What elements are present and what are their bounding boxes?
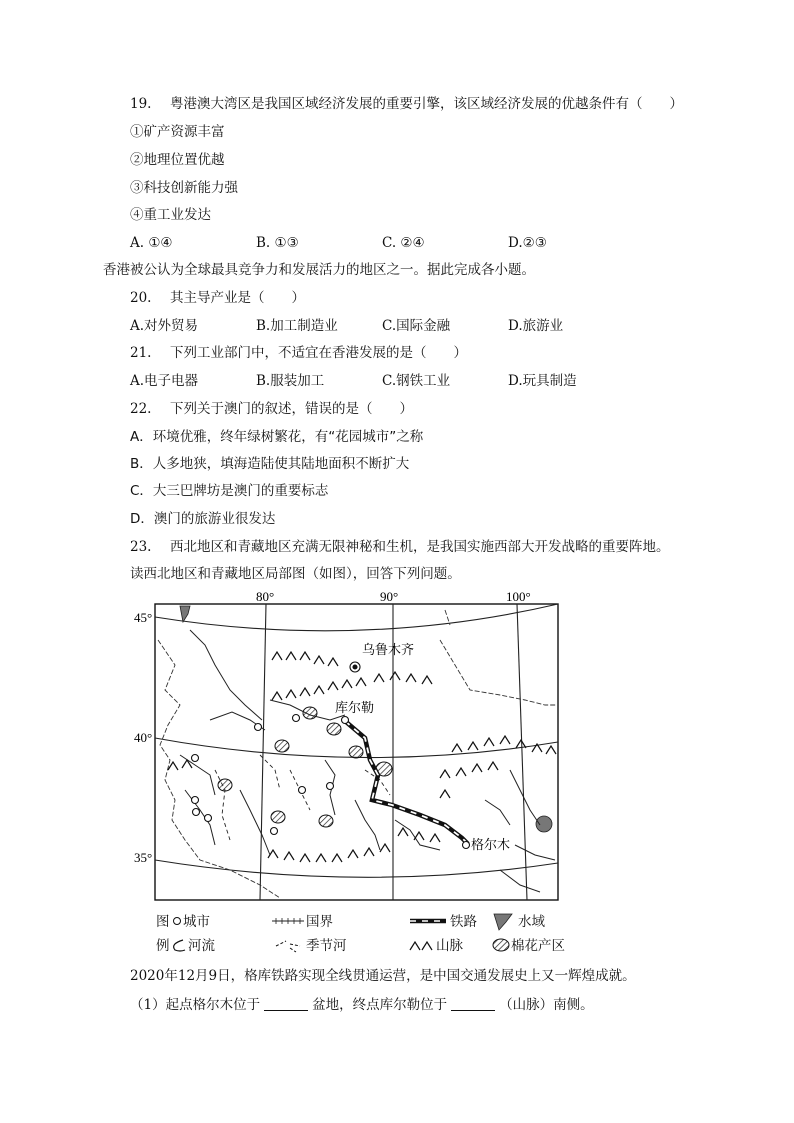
sub-question-1 <box>130 996 594 1014</box>
cotton-areas <box>218 707 392 827</box>
legend-label-city: 城市 <box>183 914 210 930</box>
legend-city-symbol <box>174 918 181 925</box>
lon-line-100 <box>517 604 527 900</box>
q19-number: 19. <box>130 96 152 112</box>
sub1-mid: 盆地，终点库尔勒位于 <box>312 997 448 1013</box>
q21-option-a[interactable]: A.电子电器 <box>130 373 199 389</box>
legend-title-tu: 图 <box>156 914 170 930</box>
q19-item-4: ④重工业发达 <box>130 207 211 223</box>
q19-text: 粤港澳大湾区是我国区域经济发展的重要引擎，该区域经济发展的优越条件有（ ） <box>170 96 683 112</box>
legend-label-river: 河流 <box>188 938 215 954</box>
legend-label-railway: 铁路 <box>450 914 477 930</box>
q20-option-a[interactable]: A.对外贸易 <box>130 318 199 334</box>
q20-text: 其主导产业是（ ） <box>170 290 305 306</box>
q21-option-b[interactable]: B.服装加工 <box>256 373 325 389</box>
q22-option-d[interactable]: D．澳门的旅游业很发达 <box>130 511 276 527</box>
legend-label-cotton: 棉花产区 <box>511 938 565 954</box>
water-body-e <box>536 816 552 832</box>
q23-number: 23. <box>130 539 152 555</box>
q23-text: 西北地区和青藏地区充满无限神秘和生机，是我国实施西部大开发战略的重要阵地。 <box>170 539 670 555</box>
q20-option-c[interactable]: C.国际金融 <box>382 318 451 334</box>
q22-option-b[interactable]: B．人多地狭，填海造陆使其陆地面积不断扩大 <box>130 456 410 472</box>
q21-number: 21. <box>130 345 152 361</box>
water-body-nw <box>180 606 190 622</box>
lat-line-35 <box>155 860 558 877</box>
legend-title-li: 例 <box>156 938 170 954</box>
q19-item-2: ②地理位置优越 <box>130 152 225 168</box>
lon-label-80: 80° <box>256 589 275 604</box>
q22-text: 下列关于澳门的叙述，错误的是（ ） <box>170 401 413 417</box>
q19-option-d[interactable]: D.②③ <box>508 235 547 251</box>
sub1-prefix: （1）起点格尔木位于 <box>130 997 261 1013</box>
seasonal-rivers <box>215 755 390 840</box>
legend-seasonal-river-symbol <box>276 941 300 952</box>
q23-text-2: 读西北地区和青藏地区局部图（如图），回答下列问题。 <box>130 566 461 582</box>
blank-basin[interactable] <box>264 996 308 1011</box>
q22-number: 22. <box>130 401 152 417</box>
q22-option-c[interactable]: C．大三巴牌坊是澳门的重要标志 <box>130 483 329 499</box>
legend-water-symbol <box>494 914 512 930</box>
legend-label-seasonal-river: 季节河 <box>306 938 347 954</box>
sub1-suffix: （山脉）南侧。 <box>499 997 594 1013</box>
q19-option-b[interactable]: B. ①③ <box>256 235 299 251</box>
q22-option-a[interactable]: A．环境优雅，终年绿树繁花，有“花园城市”之称 <box>130 429 424 445</box>
lat-label-45: 45° <box>134 610 153 625</box>
railway-golmud-korla <box>345 721 468 844</box>
hk-intro: 香港被公认为全球最具竞争力和发展活力的地区之一。据此完成各小题。 <box>103 262 535 278</box>
q20-option-b[interactable]: B.加工制造业 <box>256 318 338 334</box>
q20-option-d[interactable]: D.旅游业 <box>508 318 564 334</box>
railway-note: 2020年12月9日，格库铁路实现全线贯通运营，是中国交通发展史上又一辉煌成就。 <box>130 968 636 984</box>
legend-river-symbol <box>174 940 185 951</box>
city-label-korla: 库尔勒 <box>335 701 375 716</box>
lat-label-35: 35° <box>134 850 153 865</box>
q21-option-d[interactable]: D.玩具制造 <box>508 373 577 389</box>
q20-number: 20. <box>130 290 152 306</box>
blank-mountain[interactable] <box>451 996 495 1011</box>
legend-label-water: 水域 <box>518 914 545 930</box>
q21-text: 下列工业部门中，不适宜在香港发展的是（ ） <box>170 345 467 361</box>
q19-item-1: ①矿产资源丰富 <box>130 124 225 140</box>
q19-option-c[interactable]: C. ②④ <box>382 235 425 251</box>
city-label-golmud: 格尔木 <box>471 838 511 853</box>
lat-label-40: 40° <box>134 730 153 745</box>
legend-label-mountain: 山脉 <box>436 938 463 954</box>
legend-label-border: 国界 <box>306 914 333 930</box>
legend-cotton-symbol <box>493 939 509 951</box>
q19-item-3: ③科技创新能力强 <box>130 180 238 196</box>
city-label-urumqi: 乌鲁木齐 <box>362 643 415 658</box>
lon-label-90: 90° <box>380 589 399 604</box>
q21-option-c[interactable]: C.钢铁工业 <box>382 373 451 389</box>
lon-label-100: 100° <box>506 589 531 604</box>
lat-line-45 <box>155 604 558 631</box>
q19-option-a[interactable]: A. ①④ <box>130 235 173 251</box>
legend-border-symbol <box>272 918 304 924</box>
legend-mountain-symbol <box>410 942 432 950</box>
